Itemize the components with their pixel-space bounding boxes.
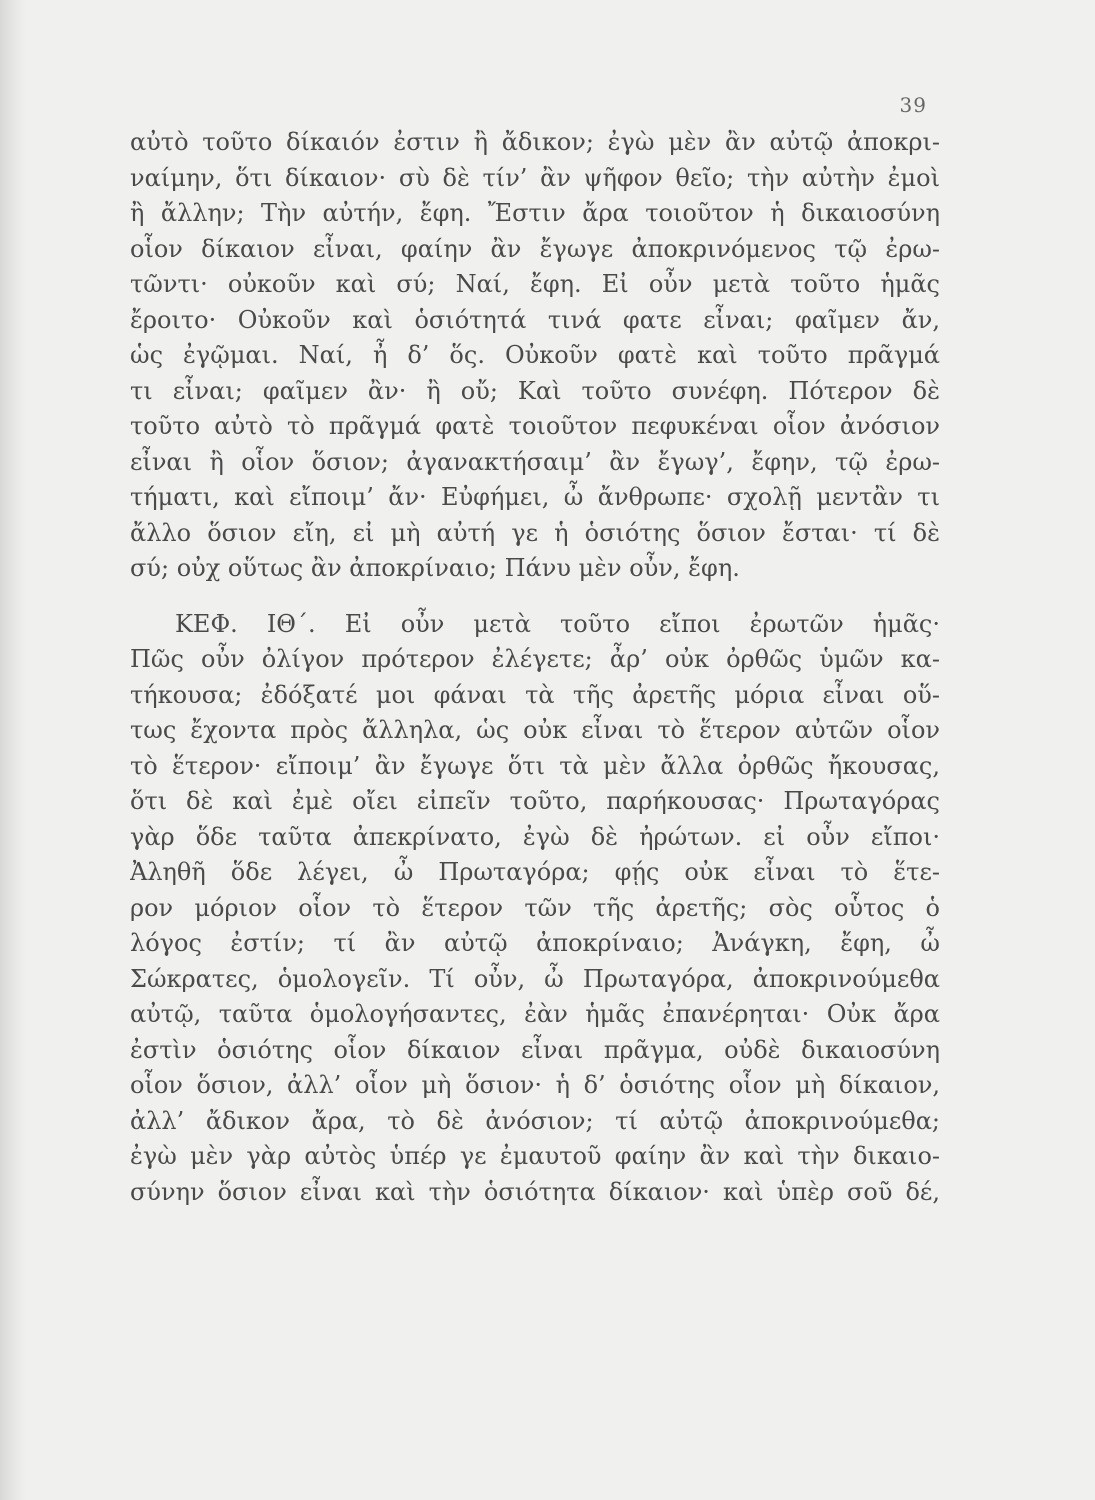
- text-line: τὸ ἕτερον· εἴποιμ’ ἂν ἔγωγε ὅτι τὰ μὲν ἄλλα ὀρθῶς ἤκουσας,: [130, 751, 940, 780]
- paragraph-1: [130, 125, 940, 587]
- page-number: 39: [899, 93, 927, 117]
- text-line: σύνην ὅσιον εἶναι καὶ τὴν ὁσιότητα δίκαιον· καὶ ὑπὲρ σοῦ δέ,: [130, 1177, 940, 1206]
- text-line: τως ἔχοντα πρὸς ἄλληλα, ὡς οὐκ εἶναι τὸ ἕτερον αὐτῶν οἷον: [130, 716, 940, 744]
- paragraph-2: [130, 607, 940, 1211]
- text-line: ἔροιτο· Οὐκοῦν καὶ ὁσιότητά τινά φατε εἶναι; φαῖμεν ἄν,: [130, 305, 940, 334]
- text-line: Ἀληθῆ ὅδε λέγει, ὦ Πρωταγόρα; φῄς οὐκ εἶναι τὸ ἕτε-: [130, 858, 940, 886]
- text-line: τήκουσα; ἐδόξατέ μοι φάναι τὰ τῆς ἀρετῆς μόρια εἶναι οὕ-: [130, 680, 940, 709]
- text-line: οἷον δίκαιον εἶναι, φαίην ἂν ἔγωγε ἀποκρινόμενος τῷ ἐρω-: [130, 234, 940, 263]
- text-line: τι εἶναι; φαῖμεν ἂν· ἢ οὔ; Καὶ τοῦτο συνέφη. Πότερον δὲ: [130, 376, 940, 405]
- text-line: αὐτὸ τοῦτο δίκαιόν ἐστιν ἢ ἄδικον; ἐγὼ μὲν ἂν αὐτῷ ἀποκρι-: [130, 128, 940, 156]
- text-line: οἷον ὅσιον, ἀλλ’ οἷον μὴ ὅσιον· ἡ δ’ ὁσιότης οἷον μὴ δίκαιον,: [130, 1071, 940, 1099]
- text-line: ὅτι δὲ καὶ ἐμὲ οἴει εἰπεῖν τοῦτο, παρήκουσας· Πρωταγόρας: [130, 787, 940, 815]
- text-line: Σώκρατες, ὁμολογεῖν. Τί οὖν, ὦ Πρωταγόρα, ἀποκρινούμεθα: [130, 964, 940, 993]
- text-line: ἐστὶν ὁσιότης οἷον δίκαιον εἶναι πρᾶγμα, οὐδὲ δικαιοσύνη: [130, 1035, 940, 1064]
- text-line: ἢ ἄλλην; Τὴν αὐτήν, ἔφη. Ἔστιν ἄρα τοιοῦτον ἡ δικαιοσύνη: [130, 199, 940, 227]
- text-line: αὐτῷ, ταῦτα ὁμολογήσαντες, ἐὰν ἡμᾶς ἐπανέρηται· Οὐκ ἄρα: [130, 1000, 940, 1028]
- text-line: γὰρ ὅδε ταῦτα ἀπεκρίνατο, ἐγὼ δὲ ἠρώτων. εἰ οὖν εἴποι·: [130, 822, 940, 851]
- text-line: τοῦτο αὐτὸ τὸ πρᾶγμά φατὲ τοιοῦτον πεφυκέναι οἷον ἀνόσιον: [130, 412, 940, 440]
- text-line: σύ; οὐχ οὕτως ἂν ἀποκρίναιο; Πάνυ μὲν οὖν, ἔφη.: [130, 554, 740, 582]
- text-line: ἐγὼ μὲν γὰρ αὐτὸς ὑπέρ γε ἐμαυτοῦ φαίην ἂν καὶ τὴν δικαιο-: [130, 1142, 940, 1170]
- text-line: Πῶς οὖν ὀλίγον πρότερον ἐλέγετε; ἆρ’ οὐκ ὀρθῶς ὑμῶν κα-: [130, 645, 940, 673]
- text-line: τῶντι· οὐκοῦν καὶ σύ; Ναί, ἔφη. Εἰ οὖν μετὰ τοῦτο ἡμᾶς: [130, 270, 940, 298]
- text-line: λόγος ἐστίν; τί ἂν αὐτῷ ἀποκρίναιο; Ἀνάγκη, ἔφη, ὦ: [130, 929, 940, 957]
- text-line: τήματι, καὶ εἴποιμ’ ἄν· Εὐφήμει, ὦ ἄνθρωπε· σχολῇ μεντἂν τι: [130, 483, 940, 511]
- text-line: ἄλλο ὅσιον εἴη, εἰ μὴ αὐτή γε ἡ ὁσιότης ὅσιον ἔσται· τί δὲ: [130, 518, 940, 547]
- spine-shadow: [0, 0, 26, 1500]
- text-line: ὡς ἐγῷμαι. Ναί, ἦ δ’ ὅς. Οὐκοῦν φατὲ καὶ τοῦτο πρᾶγμά: [130, 341, 940, 369]
- text-line: εἶναι ἢ οἷον ὅσιον; ἀγανακτήσαιμ’ ἂν ἔγωγ’, ἔφην, τῷ ἐρω-: [130, 447, 940, 476]
- text-line: ρον μόριον οἷον τὸ ἕτερον τῶν τῆς ἀρετῆς; σὸς οὗτος ὁ: [130, 893, 940, 922]
- text-line: ἀλλ’ ἄδικον ἄρα, τὸ δὲ ἀνόσιον; τί αὐτῷ ἀποκρινούμεθα;: [130, 1106, 940, 1135]
- paragraph-spacer: [130, 587, 940, 607]
- greek-text-block: [130, 125, 940, 1210]
- chapter-heading-line: ΚΕΦ. ΙΘ΄. Εἰ οὖν μετὰ τοῦτο εἴποι ἐρωτῶν ἡμᾶς·: [175, 609, 940, 638]
- text-line: ναίμην, ὅτι δίκαιον· σὺ δὲ τίν’ ἂν ψῆφον θεῖο; τὴν αὐτὴν ἐμοὶ: [130, 163, 940, 192]
